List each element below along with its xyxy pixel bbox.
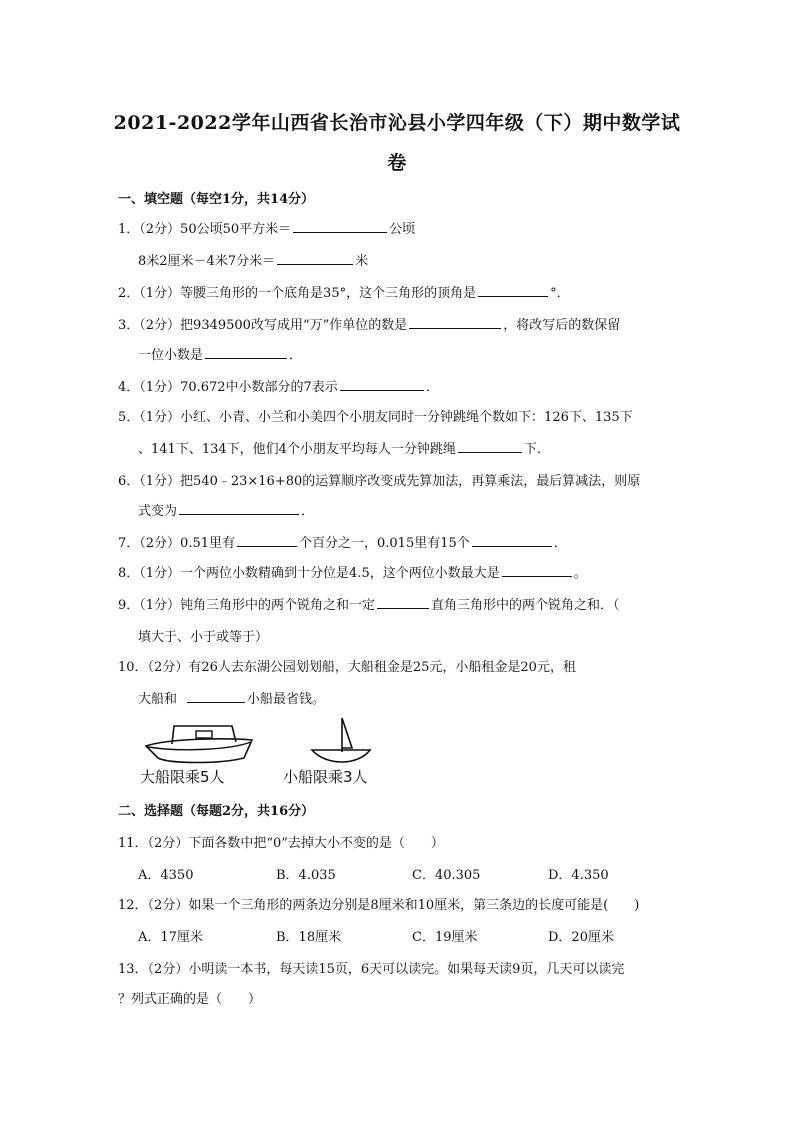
small-boat-caption: 小船限乘3人	[283, 768, 368, 786]
question-4-end: ．	[425, 380, 439, 395]
question-11-option-d[interactable]: D．4.350	[548, 868, 609, 883]
answer-blank	[472, 534, 552, 547]
question-6: 6．（1分）把540﹣23×16+80的运算顺序改变成先算加法，再算乘法，最后算减法，则原	[118, 474, 641, 489]
question-10-end: 小船最省钱。	[247, 692, 326, 707]
big-boat-illustration	[140, 718, 260, 768]
answer-blank	[205, 346, 287, 359]
question-3-text-2: 一位小数是	[138, 348, 204, 363]
section-2-heading: 二、选择题（每题2分，共16分）	[118, 804, 315, 819]
question-12-option-c[interactable]: C．19厘米	[412, 930, 478, 945]
question-5-text-2: 、141下、134下，他们4个小朋友平均每人一分钟跳绳	[138, 442, 456, 457]
question-6-text-2: 式变为	[138, 504, 178, 519]
exam-title-line-1: 2021-2022学年山西省长治市沁县小学四年级（下）期中数学试	[113, 112, 681, 134]
question-1-text-2: 8米2厘米－4米7分米＝	[138, 254, 276, 269]
question-9-text: 9．（1分）钝角三角形中的两个锐角之和一定	[118, 598, 376, 613]
question-3-part-2	[138, 344, 302, 363]
question-10: 10．（2分）有26人去东湖公园划划船，大船租金是25元，小船租金是20元，租	[118, 660, 576, 675]
question-1	[118, 218, 415, 237]
question-8-end: 。	[573, 566, 587, 581]
question-6-part-2	[138, 500, 314, 519]
question-3-end: ．	[289, 348, 303, 363]
question-11-option-c[interactable]: C．40.305	[412, 868, 481, 883]
question-12: 12．（2分）如果一个三角形的两条边分别是8厘米和10厘米，第三条边的长度可能是( )	[118, 898, 640, 913]
answer-blank	[187, 690, 245, 703]
question-8	[118, 562, 587, 581]
question-3	[118, 314, 620, 333]
question-4	[118, 376, 439, 395]
question-13: 13．（2分）小明读一本书，每天读15页，6天可以读完。如果每天读9页，几天可以读完	[118, 962, 625, 977]
question-1-unit: 公顷	[389, 222, 416, 237]
question-9	[118, 594, 620, 613]
answer-blank	[409, 316, 501, 329]
answer-blank	[377, 596, 429, 609]
question-1-unit-2: 米	[355, 254, 369, 269]
question-3-text-end: ，将改写后的数保留	[503, 318, 621, 333]
question-9-text-end: 直角三角形中的两个锐角之和．（	[431, 598, 620, 613]
answer-blank	[502, 564, 572, 577]
question-11-option-b[interactable]: B．4.035	[276, 868, 336, 883]
question-4-text: 4．（1分）70.672中小数部分的7表示	[118, 380, 338, 395]
question-3-text: 3．（2分）把9349500改写成用“万”作单位的数是	[118, 318, 408, 333]
question-11: 11．（2分）下面各数中把“0”去掉大小不变的是（ ）	[118, 836, 444, 851]
question-5: 5．（1分）小红、小青、小兰和小美四个小朋友同时一分钟跳绳个数如下：126下、135下	[118, 410, 633, 425]
question-5-part-2	[138, 438, 550, 457]
answer-blank	[293, 220, 387, 233]
section-1-heading: 一、填空题（每空1分，共14分）	[118, 192, 315, 207]
small-boat-illustration	[306, 716, 376, 768]
question-2-text: 2．（1分）等腰三角形的一个底角是35°，这个三角形的顶角是	[118, 286, 477, 301]
question-6-end: ．	[301, 504, 315, 519]
question-8-text: 8．（1分）一个两位小数精确到十分位是4.5，这个两位小数最大是	[118, 566, 500, 581]
question-7-text-mid: 个百分之一，0.015里有15个	[299, 536, 470, 551]
question-7-text: 7．（2分）0.51里有	[118, 536, 235, 551]
question-10-part-2	[138, 688, 325, 707]
question-12-option-d[interactable]: D．20厘米	[548, 930, 614, 945]
question-11-option-a[interactable]: A．4350	[138, 868, 194, 883]
answer-blank	[478, 284, 548, 297]
answer-blank	[340, 378, 424, 391]
question-5-end: 下．	[523, 442, 550, 457]
question-12-option-b[interactable]: B．18厘米	[276, 930, 342, 945]
question-10-text-2: 大船和	[138, 692, 178, 707]
answer-blank	[458, 440, 522, 453]
question-1-text: 1．（2分）50公顷50平方米＝	[118, 222, 292, 237]
answer-blank	[277, 252, 353, 265]
big-boat-caption: 大船限乘5人	[140, 768, 225, 786]
question-7	[118, 532, 567, 551]
exam-title-line-2: 卷	[387, 152, 407, 174]
question-2-unit: °．	[550, 286, 570, 301]
question-13-part-2: ？列式正确的是（ ）	[118, 992, 262, 1007]
question-7-end: ．	[553, 536, 567, 551]
question-2	[118, 282, 570, 301]
question-12-option-a[interactable]: A．17厘米	[138, 930, 203, 945]
question-1-part-2	[138, 250, 368, 269]
question-9-part-2: 填大于、小于或等于）	[138, 630, 269, 645]
answer-blank	[237, 534, 297, 547]
answer-blank	[179, 502, 299, 515]
